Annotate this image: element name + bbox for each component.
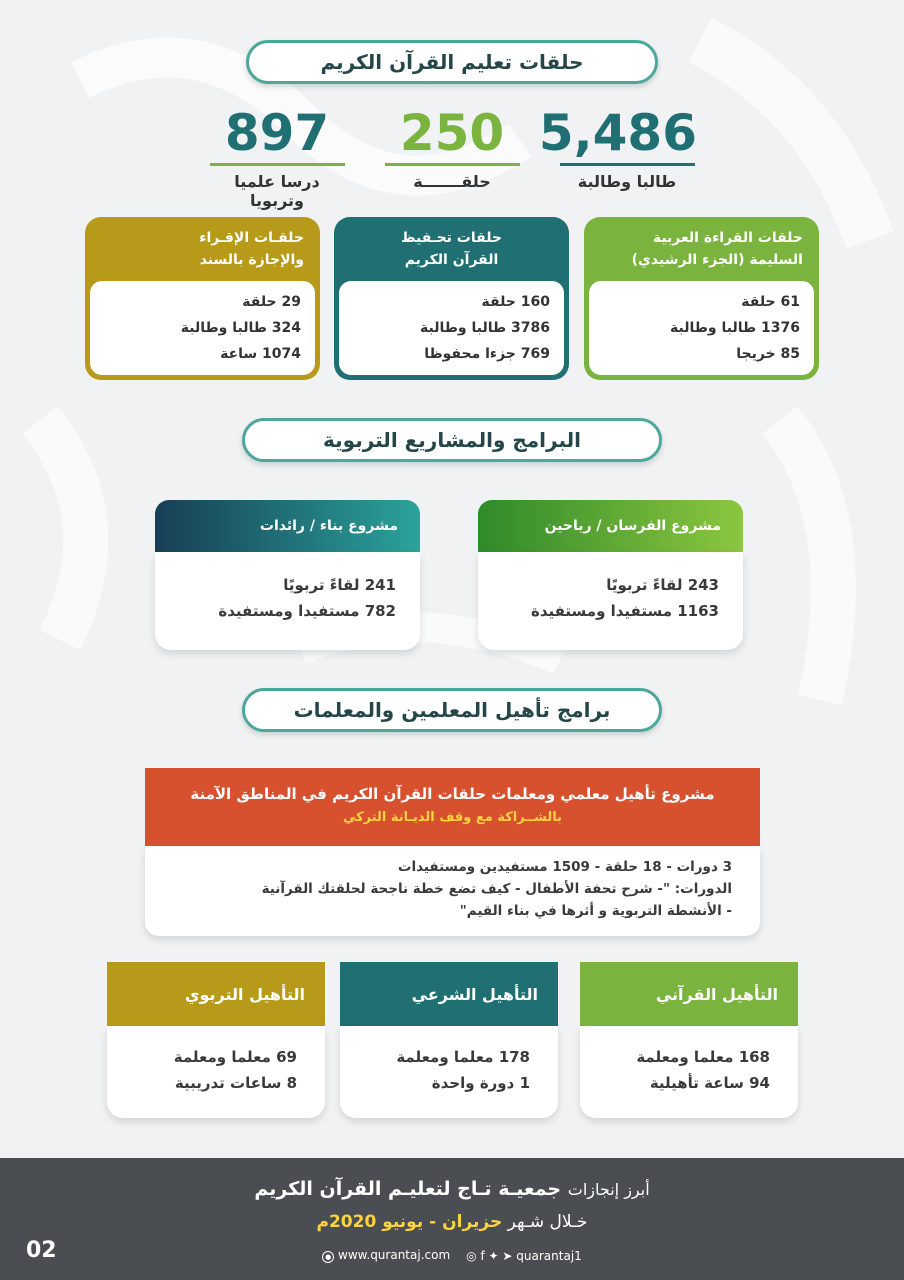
qual-title: التأهيل الشرعي [411,984,538,1004]
qual-line: 8 ساعات تدريبية [174,1074,297,1092]
stat-value: 5,486 [538,104,697,162]
big-project-line: - الأنشطة التربوية و أثرها في بناء القيم" [459,903,732,919]
big-project-header [145,768,760,846]
project-body [478,552,743,650]
card-line: 324 طالبا وطالبة [180,320,301,336]
project-header [478,500,743,552]
stat-underline [560,163,695,166]
card-body [589,281,814,375]
footer-line2-thin: خـلال شـهر [507,1212,588,1232]
qual-line: 168 معلما ومعلمة [636,1048,770,1066]
project-title: مشروع الفرسان / رياحين [544,518,721,534]
social-link[interactable] [466,1249,582,1263]
card-body [90,281,315,375]
stat-underline [210,163,345,166]
card-arabic-reading [584,217,819,380]
card-line: 1074 ساعة [220,346,301,362]
qual-line: 1 دورة واحدة [431,1074,530,1092]
stat-label: حلقـــــــة [413,172,491,191]
footer [0,1158,904,1280]
project-safe-zones [145,768,760,936]
qual-title: التأهيل التربوي [184,984,305,1004]
qual-body [340,1026,558,1118]
card-header [584,217,819,287]
footer-date: حزيران - يونيو 2020م [316,1212,503,1232]
qual-line: 178 معلما ومعلمة [396,1048,530,1066]
card-title-line1: حلقـات الإقـراء [199,230,304,246]
qual-header [107,962,325,1026]
footer-line1-thin: أبرز إنجازات [567,1180,650,1199]
section-title-text: البرامج والمشاريع التربوية [323,428,581,452]
card-title-line2: القرآن الكريم [404,252,499,268]
section-title-text: برامج تأهيل المعلمين والمعلمات [293,698,611,722]
big-project-title: مشروع تأهيل معلمي ومعلمات حلقات القرآن الكريم في المناطق الآمنة [190,785,715,803]
big-project-line: 3 دورات - 18 حلقة - 1509 مستفيدين ومستفيدات [397,859,732,875]
footer-line1 [0,1178,904,1200]
card-title-line1: حلقات تحـفيظ [401,230,502,246]
card-line: 160 حلقة [481,294,550,310]
qual-line: 69 معلما ومعلمة [173,1048,297,1066]
stat-label: طالبا وطالبة [577,172,677,191]
instagram-icon: ◎ [466,1248,477,1263]
page-number: 02 [26,1238,57,1263]
project-binaa [155,500,420,650]
card-memorization [334,217,569,380]
qual-header [580,962,798,1026]
qual-body [107,1026,325,1118]
big-project-line: الدورات: "- شرح تحفة الأطفال - كيف تضع خطة ناجحة لحلقتك القرآنية [261,881,732,897]
card-title-line2: والإجازة بالسند [199,252,304,268]
qualification-quranic [580,962,798,1118]
qual-line: 94 ساعة تأهيلية [649,1074,770,1092]
qualification-educational [107,962,325,1118]
stat-lessons [207,105,347,210]
card-line: 61 حلقة [741,294,800,310]
footer-line2 [0,1212,904,1232]
twitter-icon: ✦ [488,1248,499,1263]
card-line: 85 خريجا [736,346,800,362]
card-title-line1: حلقات القراءة العربية [652,230,803,246]
project-header [155,500,420,552]
project-line: 241 لقاءً تربويًا [283,576,396,594]
card-title-line2: السليمة (الجزء الرشيدي) [631,252,803,268]
stat-label: درسا علميا وتربويا [234,172,320,210]
project-line: 782 مستفيدا ومستفيدة [218,602,396,620]
website-link[interactable] [322,1248,450,1263]
footer-line1-bold: جمعيـة تـاج لتعليـم القرآن الكريم [254,1178,562,1200]
big-project-subtitle: بالشــراكة مع وقف الديـانة التركي [342,810,563,825]
project-title: مشروع بناء / رائدات [259,518,398,534]
section-title-teachers [242,688,662,732]
qual-header [340,962,558,1026]
section-title-text: حلقات تعليم القرآن الكريم [320,50,584,74]
project-line: 243 لقاءً تربويًا [606,576,719,594]
project-line: 1163 مستفيدا ومستفيدة [530,602,719,620]
facebook-icon: f [480,1248,485,1263]
card-header [85,217,320,287]
telegram-icon: ➤ [502,1248,513,1263]
qualification-sharia [340,962,558,1118]
stat-value: 897 [224,104,330,162]
card-line: 3786 طالبا وطالبة [420,320,550,336]
card-body [339,281,564,375]
qual-body [580,1026,798,1118]
big-project-body [145,846,760,936]
card-line: 769 جزءا محفوظا [424,346,550,362]
card-line: 29 حلقة [242,294,301,310]
website-text: www.qurantaj.com [338,1248,451,1262]
globe-icon: ● [322,1251,334,1263]
card-iqraa [85,217,320,380]
qual-title: التأهيل القرآني [655,984,778,1004]
card-line: 1376 طالبا وطالبة [670,320,800,336]
footer-links [0,1248,904,1263]
stat-value: 250 [399,104,505,162]
stat-underline [385,163,520,166]
stat-students [538,104,697,191]
section-title-quran-circles [246,40,658,84]
section-title-programs [242,418,662,462]
stat-circles [382,105,522,191]
project-body [155,552,420,650]
card-header [334,217,569,287]
social-handle: quarantaj1 [516,1248,582,1263]
project-fursan [478,500,743,650]
